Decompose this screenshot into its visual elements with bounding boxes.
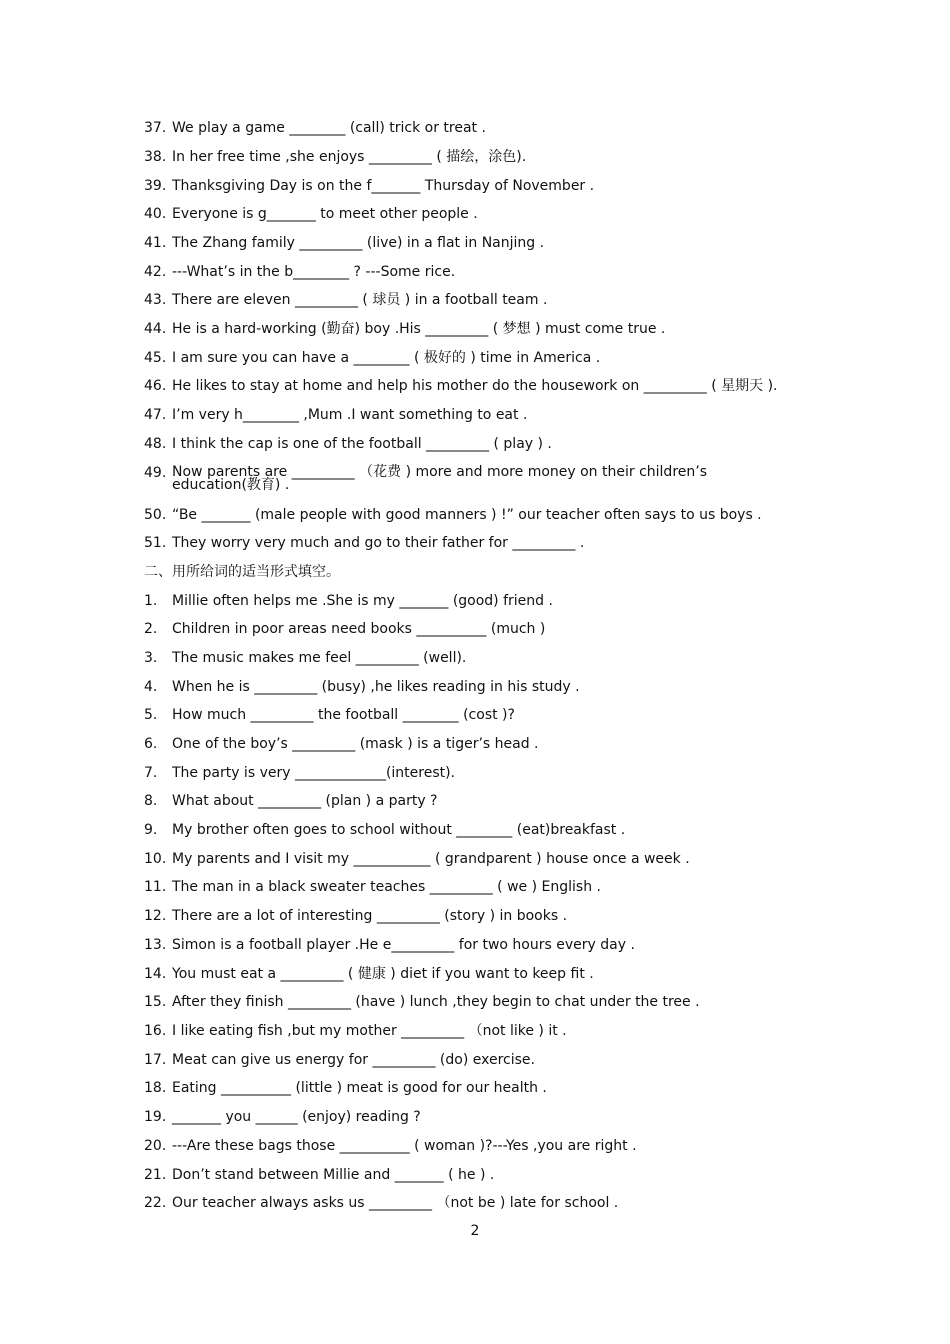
item-number: 9. [144, 822, 158, 838]
exercise-item-1 [144, 594, 824, 608]
exercise-item-21 [144, 1168, 824, 1182]
exercise-item-19 [144, 1110, 824, 1124]
item-text: My brother often goes to school without ________ (eat)breakfast . [172, 822, 626, 838]
exercise-item-16 [144, 1024, 824, 1038]
item-number: 42. [144, 264, 167, 280]
item-number: 40. [144, 206, 167, 222]
exercise-item-41 [144, 236, 824, 250]
item-number: 38. [144, 149, 167, 165]
item-text: Millie often helps me .She is my _______ (good) friend . [172, 593, 553, 609]
item-number: 2. [144, 621, 158, 637]
item-text: The man in a black sweater teaches _________ ( we ) English . [172, 879, 601, 895]
section-heading: 二、用所给词的适当形式填空。 [144, 564, 340, 580]
exercise-item-7 [144, 766, 824, 780]
exercise-item-22 [144, 1196, 824, 1210]
item-text: The party is very _____________(interest). [172, 765, 456, 781]
item-number: 45. [144, 350, 167, 366]
item-number: 17. [144, 1052, 167, 1068]
item-number: 7. [144, 765, 158, 781]
exercise-item-51 [144, 536, 824, 550]
item-number: 48. [144, 436, 167, 452]
exercise-item-10 [144, 852, 824, 866]
item-number: 8. [144, 793, 158, 809]
exercise-item-4 [144, 680, 824, 694]
item-text: Simon is a football player .He e_________ for two hours every day . [172, 937, 635, 953]
item-text: I like eating fish ,but my mother _________ （not like ) it . [172, 1023, 567, 1039]
item-text: How much _________ the football ________ (cost )? [172, 707, 515, 723]
exercise-item-18 [144, 1081, 824, 1095]
item-text: He likes to stay at home and help his mother do the housework on _________ ( 星期天 ). [172, 378, 778, 394]
exercise-item-6 [144, 737, 824, 751]
item-text: Eating __________ (little ) meat is good for our health . [172, 1080, 547, 1096]
item-number: 12. [144, 908, 167, 924]
item-number: 51. [144, 535, 167, 551]
item-number: 22. [144, 1195, 167, 1211]
item-text: I am sure you can have a ________ ( 极好的 ) time in America . [172, 350, 601, 366]
item-number: 20. [144, 1138, 167, 1154]
item-number: 50. [144, 507, 167, 523]
item-text: Meat can give us energy for _________ (do) exercise. [172, 1052, 535, 1068]
page-number: 2 [470, 1223, 480, 1239]
item-text: There are eleven _________ ( 球员 ) in a football team . [172, 292, 548, 308]
exercise-item-17 [144, 1053, 824, 1067]
item-text: ---What’s in the b________ ? ---Some rice. [172, 264, 456, 280]
item-text: I’m very h________ ,Mum .I want something to eat . [172, 407, 528, 423]
exercise-item-39 [144, 179, 824, 193]
item-text: They worry very much and go to their father for _________ . [172, 535, 585, 551]
exercise-item-11 [144, 880, 824, 894]
exercise-item-15 [144, 995, 824, 1009]
exercise-item-20 [144, 1139, 824, 1153]
exercise-item-5 [144, 708, 824, 722]
item-text: “Be _______ (male people with good manners ) !” our teacher often says to us boys . [172, 507, 762, 523]
item-number: 14. [144, 966, 167, 982]
item-number: 3. [144, 650, 158, 666]
item-text: Don’t stand between Millie and _______ ( he ) . [172, 1167, 495, 1183]
item-text: Our teacher always asks us _________ （not be ) late for school . [172, 1195, 619, 1211]
exercise-item-13 [144, 938, 824, 952]
item-number: 21. [144, 1167, 167, 1183]
exercise-item-3 [144, 651, 824, 665]
item-text: I think the cap is one of the football _________ ( play ) . [172, 436, 552, 452]
item-text: He is a hard-working (勤奋) boy .His _________ ( 梦想 ) must come true . [172, 321, 666, 337]
exercise-item-45 [144, 351, 824, 365]
item-text: After they finish _________ (have ) lunch ,they begin to chat under the tree . [172, 994, 700, 1010]
item-text: In her free time ,she enjoys _________ ( 描绘，涂色). [172, 149, 527, 165]
exercise-item-47 [144, 408, 824, 422]
item-text: The Zhang family _________ (live) in a flat in Nanjing . [172, 235, 545, 251]
item-number: 5. [144, 707, 158, 723]
item-text: One of the boy’s _________ (mask ) is a tiger’s head . [172, 736, 539, 752]
exercise-item-9 [144, 823, 824, 837]
item-text: ---Are these bags those __________ ( woman )?---Yes ,you are right . [172, 1138, 637, 1154]
item-number: 13. [144, 937, 167, 953]
item-text: When he is _________ (busy) ,he likes reading in his study . [172, 679, 580, 695]
item-text: Everyone is g_______ to meet other people . [172, 206, 478, 222]
item-number: 6. [144, 736, 158, 752]
item-text: We play a game ________ (call) trick or treat . [172, 120, 486, 136]
item-text: Thanksgiving Day is on the f_______ Thursday of November . [172, 178, 595, 194]
item-number: 16. [144, 1023, 167, 1039]
item-text: What about _________ (plan ) a party ? [172, 793, 438, 809]
item-number: 19. [144, 1109, 167, 1125]
exercise-item-49 [144, 466, 824, 492]
item-text: _______ you ______ (enjoy) reading ? [172, 1109, 421, 1125]
item-number: 41. [144, 235, 167, 251]
exercise-item-50 [144, 508, 824, 522]
item-text: You must eat a _________ ( 健康 ) diet if you want to keep fit . [172, 966, 594, 982]
item-text: Now parents are _________ （花费 ) more and more money on their children’s education(教育) . [172, 464, 707, 493]
item-text: There are a lot of interesting _________ (story ) in books . [172, 908, 568, 924]
exercise-item-46 [144, 379, 824, 393]
exercise-item-8 [144, 794, 824, 808]
item-number: 4. [144, 679, 158, 695]
item-number: 18. [144, 1080, 167, 1096]
item-text: Children in poor areas need books __________ (much ) [172, 621, 546, 637]
item-number: 44. [144, 321, 167, 337]
exercise-item-12 [144, 909, 824, 923]
exercise-item-44 [144, 322, 824, 336]
item-number: 1. [144, 593, 158, 609]
item-number: 37. [144, 120, 167, 136]
item-number: 39. [144, 178, 167, 194]
exercise-item-48 [144, 437, 824, 451]
exercise-item-37 [144, 121, 824, 135]
item-text: My parents and I visit my ___________ ( grandparent ) house once a week . [172, 851, 690, 867]
item-number: 43. [144, 292, 167, 308]
item-number: 47. [144, 407, 167, 423]
exercise-item-43 [144, 293, 824, 307]
exercise-item-14 [144, 967, 824, 981]
exercise-item-2 [144, 622, 824, 636]
item-number: 11. [144, 879, 167, 895]
exercise-item-42 [144, 265, 824, 279]
exercise-item-38 [144, 150, 824, 164]
item-text: The music makes me feel _________ (well). [172, 650, 467, 666]
item-number: 10. [144, 851, 167, 867]
exercise-item-40 [144, 207, 824, 221]
item-number: 15. [144, 994, 167, 1010]
item-number: 46. [144, 378, 167, 394]
item-number: 49. [144, 465, 167, 481]
